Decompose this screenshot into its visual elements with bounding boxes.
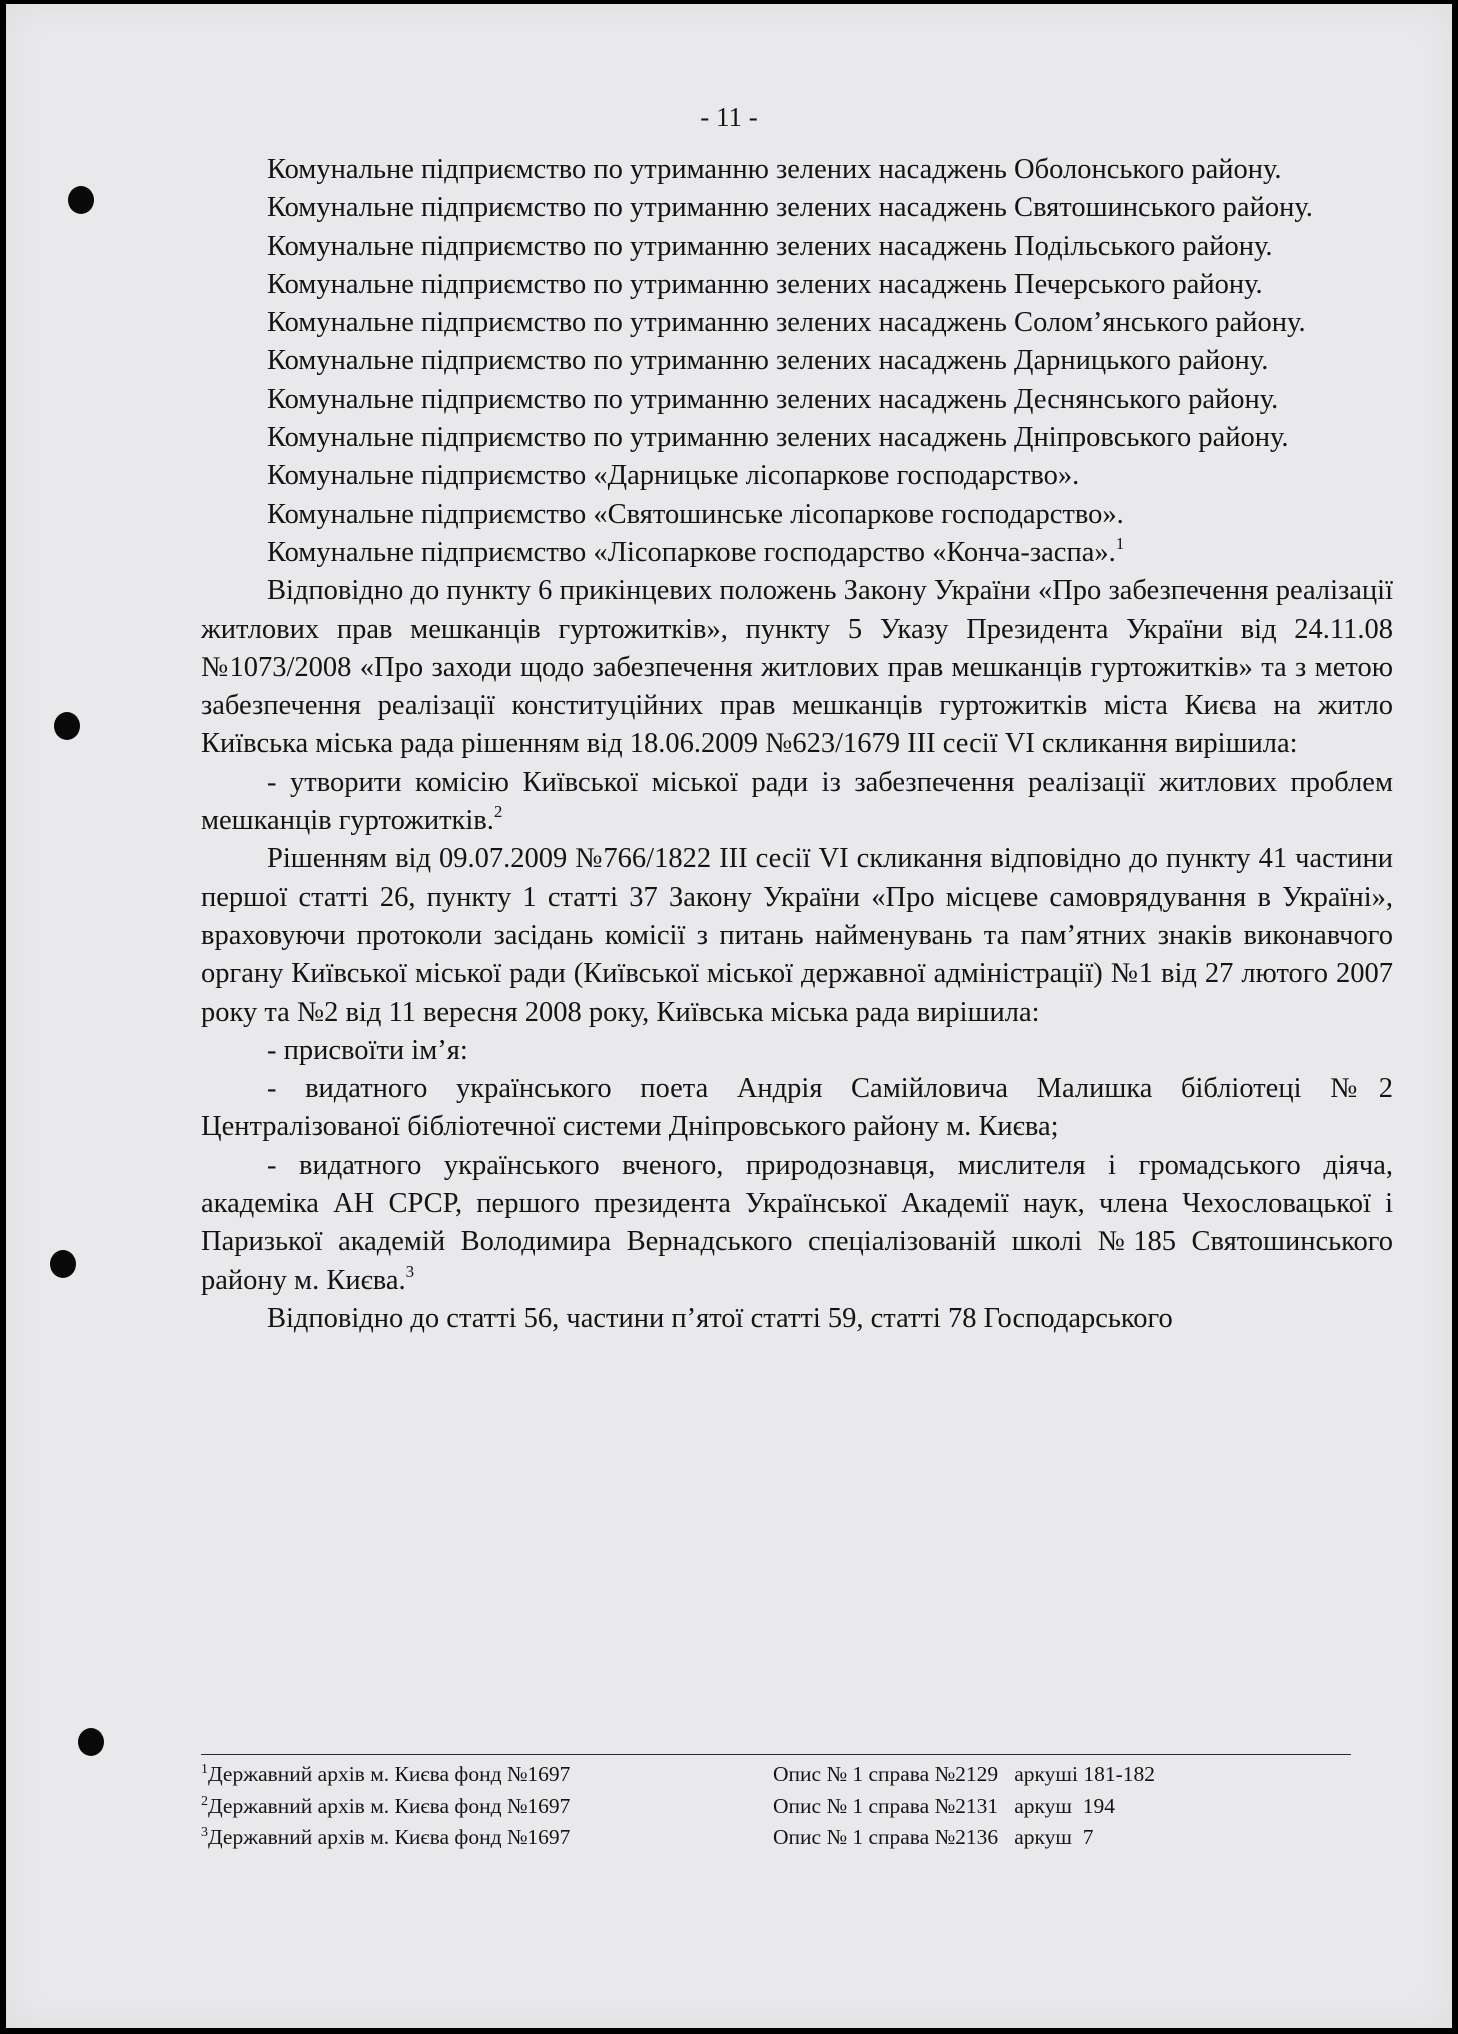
punch-hole xyxy=(78,1728,104,1756)
footnote-source: Державний архів м. Києва фонд №1697 xyxy=(208,1825,571,1849)
footnote xyxy=(201,1791,1155,1823)
paragraph: Комунальне підприємство по утриманню зелених насаджень Печерського району. xyxy=(267,268,1263,300)
paragraph: Рішенням від 09.07.2009 №766/1822 ІІІ сесії VІ скликання відповідно до пункту 41 частини першої статті 26, пункту 1 статті 37 Закону України «Про місцеве самоврядування в Україні», враховуючи протоколи засідань комісії з питань найменувань та пам’ятних знаків виконавчого органу Київської міської ради (Київської міської державної адміністрації) №1 від 27 лютого 2007 року та №2 від 11 вересня 2008 року, Київська міська рада вирішила: xyxy=(201,843,1393,1028)
paragraph: - присвоїти ім’я: xyxy=(267,1034,468,1066)
punch-hole xyxy=(54,712,80,740)
footnote xyxy=(201,1759,1155,1791)
footnote-number: 3 xyxy=(201,1825,208,1840)
paragraph: Комунальне підприємство по утриманню зелених насаджень Подільського району. xyxy=(267,230,1273,262)
paragraph: Комунальне підприємство «Святошинське лісопаркове господарство». xyxy=(267,498,1124,530)
paragraph: Комунальне підприємство «Лісопаркове господарство «Конча-заспа».$^1$ xyxy=(267,533,1125,568)
paragraph: Відповідно до статті 56, частини п’ятої статті 59, статті 78 Господарського xyxy=(267,1302,1173,1334)
document-page xyxy=(6,4,1452,2028)
paragraph: - видатного українського поета Андрія Самійловича Малишка бібліотеці №2 Централізованої бібліотечної системи Дніпровського району м. Києва; xyxy=(201,1073,1393,1143)
footnote-divider xyxy=(201,1754,1351,1755)
footnote-ref-detail: Опис № 1 справа №2136 аркуш 7 xyxy=(773,1825,1094,1849)
punch-hole xyxy=(50,1250,76,1278)
paragraph: Комунальне підприємство по утриманню зелених насаджень Святошинського району. xyxy=(267,192,1313,224)
paragraph: Комунальне підприємство «Дарницьке лісопаркове господарство». xyxy=(267,460,1080,492)
paragraph: Комунальне підприємство по утриманню зелених насаджень Солом’янського району. xyxy=(267,307,1306,339)
footnote-ref: 3 xyxy=(405,1261,415,1281)
paragraph: Комунальне підприємство по утриманню зелених насаджень Дніпровського району. xyxy=(267,422,1289,454)
footnote-ref-detail: Опис № 1 справа №2129 аркуші 181-182 xyxy=(773,1762,1155,1786)
footnote-ref: 1 xyxy=(1115,533,1125,553)
punch-hole xyxy=(68,186,94,214)
footnote-source: Державний архів м. Києва фонд №1697 xyxy=(208,1762,571,1786)
footnote-source: Державний архів м. Києва фонд №1697 xyxy=(208,1793,571,1818)
footnote xyxy=(201,1822,1155,1854)
paragraph: - утворити комісію Київської міської ради із забезпечення реалізації житлових проблем мешканців гуртожитків.$^2$ xyxy=(201,766,1393,837)
paragraph: Комунальне підприємство по утриманню зелених насаджень Оболонського району. xyxy=(267,154,1282,185)
paragraph: Відповідно до пункту 6 прикінцевих положень Закону України «Про забезпечення реалізації житлових прав мешканців гуртожитків», пункту 5 Указу Президента України від 24.11.08 №1073/2008 «Про заходи щодо забезпечення житлових прав мешканців гуртожитків» та з метою забезпечення реалізації конституційних прав мешканців гуртожитків міста Києва на житло Київська міська рада рішенням від 18.06.2009 №623/1679 ІІІ сесії VІ скликання вирішила: xyxy=(201,575,1393,760)
paragraph: - видатного українського вченого, природознавця, мислителя і громадського діяча, академіка АН СРСР, першого президента Української Академії наук, члена Чехословацької і Паризької академій Володимира Вернадського спеціалізованій школі №185 Святошинського району м. Києва.$^3$ xyxy=(201,1149,1393,1296)
paragraph: Комунальне підприємство по утриманню зелених насаджень Дарницького району. xyxy=(267,345,1269,377)
paragraph: Комунальне підприємство по утриманню зелених насаджень Деснянського району. xyxy=(267,383,1279,415)
footnote-ref: 2 xyxy=(493,802,503,822)
footnotes xyxy=(201,1759,1155,1854)
footnote-number: 2 xyxy=(201,1793,208,1809)
footnote-ref-detail: Опис № 1 справа №2131 аркуш 194 xyxy=(773,1793,1115,1818)
document-body xyxy=(201,151,1393,1338)
footnote-number: 1 xyxy=(201,1762,208,1777)
page-number: - 11 - xyxy=(700,102,758,132)
